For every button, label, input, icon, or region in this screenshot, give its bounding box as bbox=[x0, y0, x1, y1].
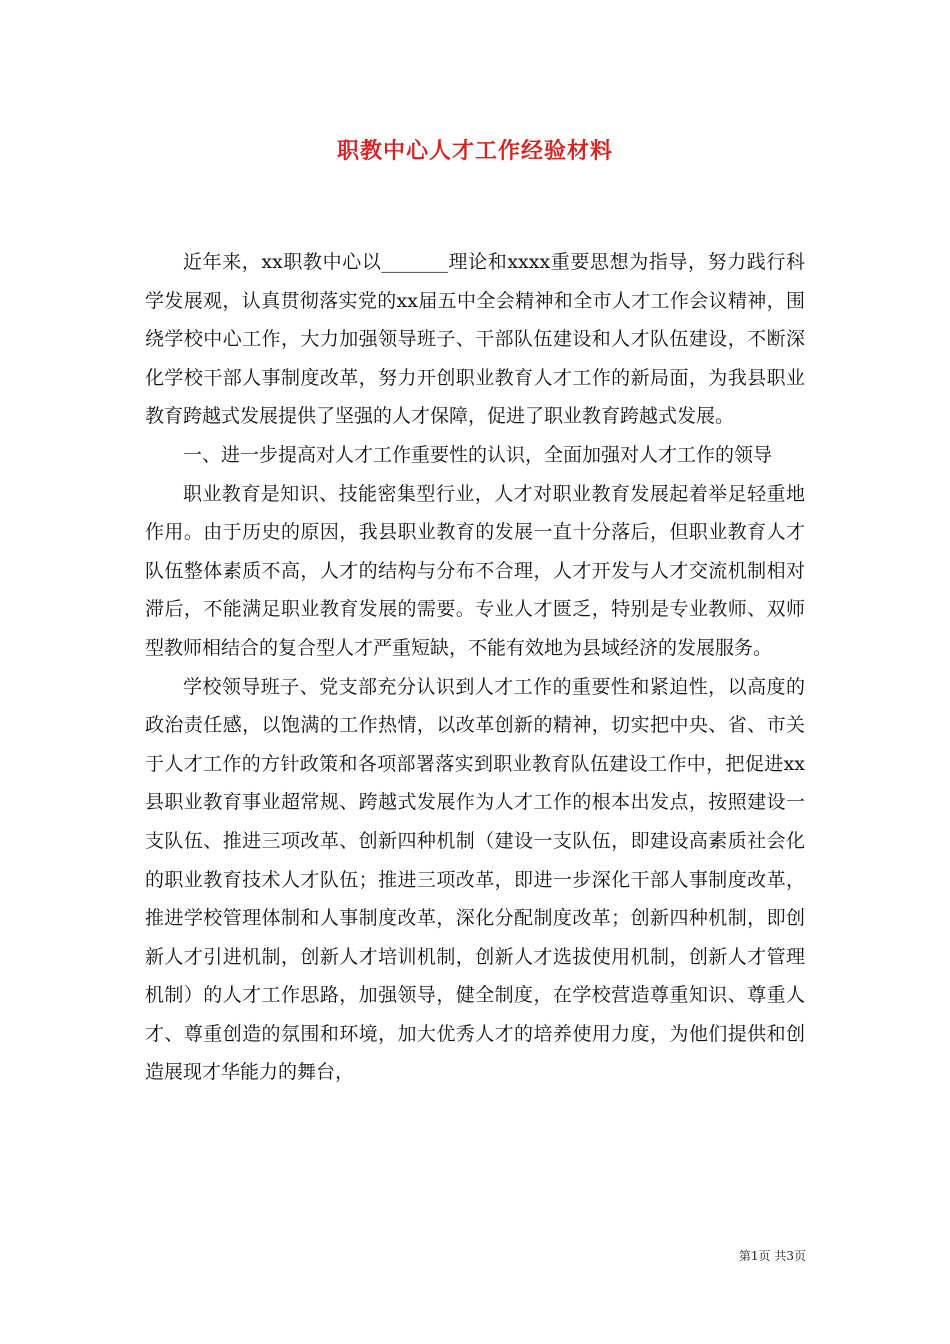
section-heading-1: 一、进一步提高对人才工作重要性的认识，全面加强对人才工作的领导 bbox=[183, 443, 773, 466]
paragraph-intro: 近年来，xx职教中心以_______理论和xxxx重要思想为指导，努力践行科学发展观，认真贯彻落实党的xx届五中全会精神和全市人才工作会议精神，围绕学校中心工作，大力加强领导班子、干部队伍建设和人才队伍建设，不断深化学校干部人事制度改革，努力开创职业教育人才工作的新局面，为我县职业教育跨越式发展提供了坚强的人才保障，促进了职业教育跨越式发展。 bbox=[145, 251, 805, 428]
document-title: 职教中心人才工作经验材料 bbox=[336, 138, 613, 164]
document-body bbox=[145, 243, 805, 1092]
page-number: 第1页 共3页 bbox=[738, 1249, 806, 1263]
paragraph-measures: 学校领导班子、党支部充分认识到人才工作的重要性和紧迫性，以高度的政治责任感，以饱满的工作热情，以改革创新的精神，切实把中央、省、市关于人才工作的方针政策和各项部署落实到职业教育队伍建设工作中，把促进xx县职业教育事业超常规、跨越式发展作为人才工作的根本出发点，按照建设一支队伍、推进三项改革、创新四种机制（建设一支队伍，即建设高素质社会化的职业教育技术人才队伍；推进三项改革，即进一步深化干部人事制度改革，推进学校管理体制和人事制度改革，深化分配制度改革；创新四种机制，即创新人才引进机制，创新人才培训机制，创新人才选拔使用机制，创新人才管理机制）的人才工作思路，加强领导，健全制度，在学校营造尊重知识、尊重人才、尊重创造的氛围和环境，加大优秀人才的培养使用力度，为他们提供和创造展现才华能力的舞台， bbox=[145, 675, 805, 1084]
paragraph-background: 职业教育是知识、技能密集型行业，人才对职业教育发展起着举足轻重地作用。由于历史的原因，我县职业教育的发展一直十分落后，但职业教育人才队伍整体素质不高，人才的结构与分布不合理，人才开发与人才交流机制相对滞后，不能满足职业教育发展的需要。专业人才匮乏，特别是专业教师、双师型教师相结合的复合型人才严重短缺，不能有效地为县域经济的发展服务。 bbox=[145, 482, 805, 659]
